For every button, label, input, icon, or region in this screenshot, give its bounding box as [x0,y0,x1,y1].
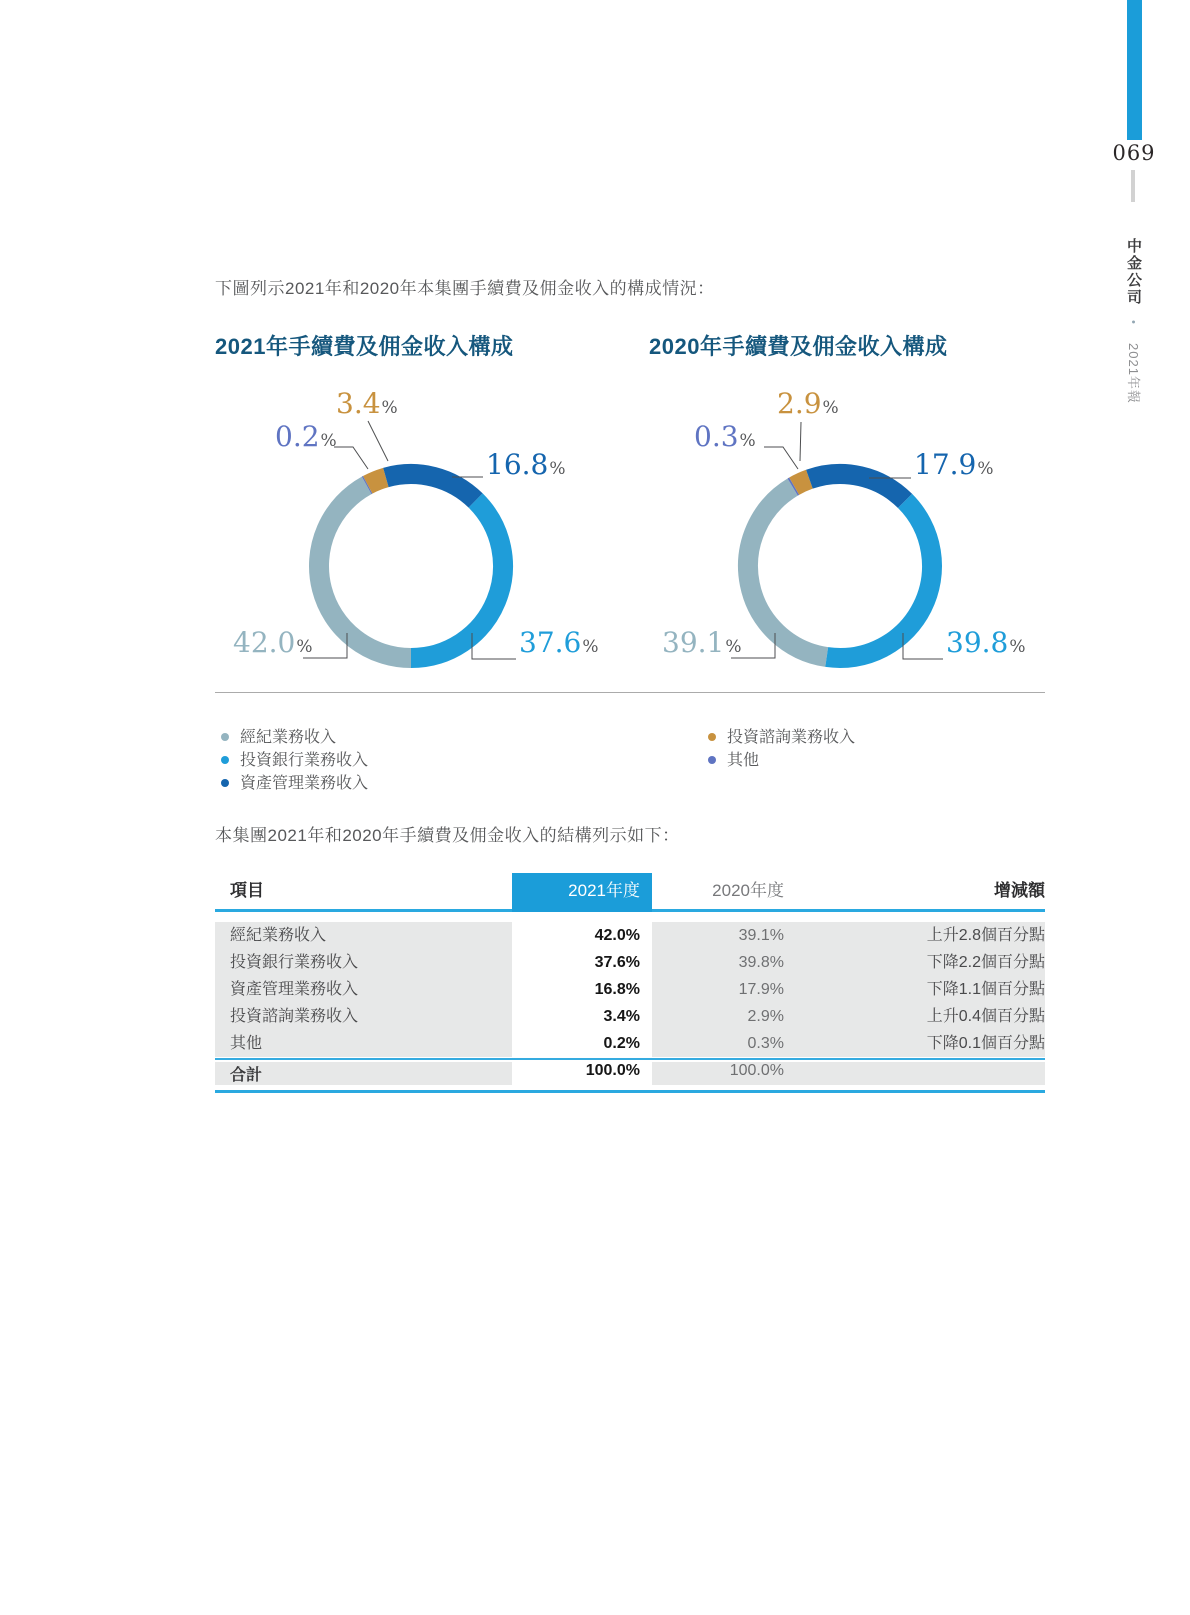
table-cell-item: 投資諮詢業務收入 [215,1003,512,1030]
table-cell-2021: 42.0% [512,922,652,949]
legend-dot-icon [708,733,716,741]
table-cell-2020: 0.3% [652,1030,800,1057]
chart-title-2020: 2020年手續費及佣金收入構成 [649,334,948,359]
donut-segment-資產管理業務收入 [386,474,476,501]
donut-value-label-其他 [694,420,756,455]
table-cell-delta: 下降1.1個百分點 [800,976,1045,1003]
legend-item-投資銀行業務收入 [221,749,368,772]
chart-title-2021: 2021年手續費及佣金收入構成 [215,334,514,359]
table-bottom-rule [215,1090,1045,1093]
donut-value-label-經紀業務收入 [662,626,742,661]
table-row [215,1003,1045,1030]
table-cell-2021: 3.4% [512,1003,652,1030]
donut-segment-經紀業務收入 [319,485,411,658]
legend-dot-icon [221,756,229,764]
legend-column-left [221,726,368,795]
page-number: 069 [1112,141,1156,165]
donut-segment-投資諮詢業務收入 [368,477,386,484]
donut-value-unit: % [549,459,566,479]
company-name: 中金公司 [1125,238,1142,306]
report-edition: 2021年報 [1126,342,1141,404]
table-cell-2021: 37.6% [512,949,652,976]
legend-label: 資產管理業務收入 [240,775,369,792]
legend-item-投資諮詢業務收入 [708,726,855,749]
label-leader-line [764,447,798,469]
legend-dot-icon [221,779,229,787]
label-leader-line [800,422,801,461]
table-cell-item: 資產管理業務收入 [215,976,512,1003]
table-intro-paragraph: 本集團2021年和2020年手續費及佣金收入的結構列示如下： [215,826,680,845]
donut-value-unit: % [725,637,742,657]
donut-value-label-資產管理業務收入 [914,448,994,483]
donut-value-unit: % [1009,637,1026,657]
table-cell-item: 經紀業務收入 [215,922,512,949]
donut-value-label-資產管理業務收入 [486,448,566,483]
table-cell-2020: 2.9% [652,1003,800,1030]
table-cell-total-2020: 100.0% [652,1062,800,1085]
table-cell-2021: 16.8% [512,976,652,1003]
donut-value-number: 2.9 [777,387,822,420]
donut-value-number: 39.1 [662,626,725,659]
table-row [215,922,1045,949]
table-cell-total-delta [800,1062,1045,1085]
donut-value-label-經紀業務收入 [233,626,313,661]
table-cell-delta: 下降2.2個百分點 [800,949,1045,976]
table-cell-2020: 17.9% [652,976,800,1003]
donut-value-label-投資銀行業務收入 [519,626,599,661]
table-cell-2021: 0.2% [512,1030,652,1057]
legend-column-right [708,726,855,772]
legend-dot-icon [221,733,229,741]
donut-value-number: 3.4 [336,387,381,420]
donut-value-number: 0.3 [694,420,739,453]
table-row [215,949,1045,976]
donut-value-unit: % [822,398,839,418]
donut-value-number: 39.8 [946,626,1009,659]
table-row [215,1030,1045,1057]
table-total-separator [215,1058,1045,1060]
donut-value-number: 16.8 [486,448,549,481]
intro-paragraph: 下圖列示2021年和2020年本集團手續費及佣金收入的構成情況： [215,279,715,298]
donut-segment-投資銀行業務收入 [411,501,503,658]
donut-segment-經紀業務收入 [748,487,827,657]
label-leader-line [334,447,368,469]
legend-label: 經紀業務收入 [240,729,337,746]
page-number-tick [1131,170,1135,202]
sidebar-vertical-caption [1120,238,1146,538]
table-cell-total-2021: 100.0% [512,1062,652,1085]
donut-value-unit: % [977,459,994,479]
table-header-delta: 增減額 [994,881,1045,900]
donut-value-unit: % [739,431,756,451]
label-leader-line [368,421,388,461]
legend-dot-icon [708,756,716,764]
table-cell-item: 其他 [215,1030,512,1057]
table-header-2021: 2021年度 [512,873,652,912]
donut-value-number: 0.2 [275,420,320,453]
legend-label: 投資銀行業務收入 [240,752,369,769]
legend-item-資產管理業務收入 [221,772,368,795]
table-body [215,922,1045,1057]
donut-value-label-投資銀行業務收入 [946,626,1026,661]
table-cell-delta: 上升0.4個百分點 [800,1003,1045,1030]
table-cell-total-label: 合計 [215,1062,512,1085]
donut-value-number: 17.9 [914,448,977,481]
donut-segment-其他 [793,486,794,487]
table-total-row [215,1062,1045,1085]
donut-value-label-其他 [275,420,337,455]
table-cell-delta: 上升2.8個百分點 [800,922,1045,949]
donut-value-label-投資諮詢業務收入 [777,387,839,422]
legend-item-其他 [708,749,855,772]
donut-segment-投資銀行業務收入 [827,501,932,658]
table-cell-delta: 下降0.1個百分點 [800,1030,1045,1057]
donut-segment-其他 [367,485,368,486]
table-cell-2020: 39.1% [652,922,800,949]
donut-value-number: 42.0 [233,626,296,659]
donut-value-label-投資諮詢業務收入 [336,387,398,422]
legend-label: 其他 [727,752,760,769]
donut-value-unit: % [296,637,313,657]
table-row [215,976,1045,1003]
page-edge-accent-bar [1127,0,1142,140]
donut-value-unit: % [320,431,337,451]
donut-value-number: 37.6 [519,626,582,659]
table-cell-2020: 39.8% [652,949,800,976]
legend-divider [215,692,1045,693]
donut-value-unit: % [381,398,398,418]
table-header-2020: 2020年度 [712,881,784,900]
caption-dot: • [1127,320,1139,325]
table-cell-item: 投資銀行業務收入 [215,949,512,976]
legend-label: 投資諮詢業務收入 [727,729,856,746]
legend-item-經紀業務收入 [221,726,368,749]
table-header-row [215,873,1045,912]
donut-value-unit: % [582,637,599,657]
table-header-item: 項目 [230,881,264,900]
donut-segment-投資諮詢業務收入 [794,479,809,486]
